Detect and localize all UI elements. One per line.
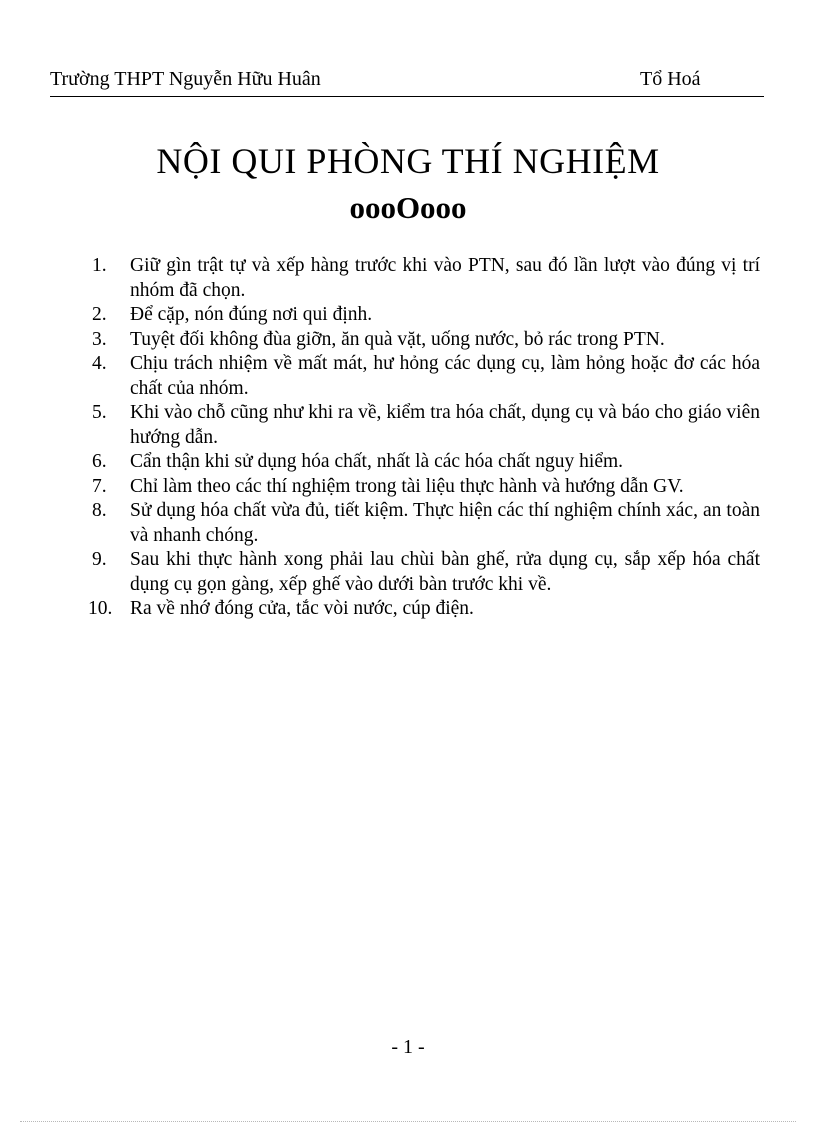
department-name: Tổ Hoá <box>640 68 701 90</box>
rule-text: Khi vào chỗ cũng như khi ra về, kiểm tra hóa chất, dụng cụ và báo cho giáo viên hướng dẫn. <box>130 402 760 448</box>
page-edge-divider <box>20 1121 796 1122</box>
rule-number: 10. <box>88 598 113 619</box>
rule-text: Giữ gìn trật tự và xếp hàng trước khi vào PTN, sau đó lần lượt vào đúng vị trí nhóm đã chọn. <box>130 255 760 301</box>
rule-number: 7. <box>92 475 107 497</box>
rule-number: 8. <box>92 500 107 521</box>
rule-text: Chịu trách nhiệm về mất mát, hư hỏng các dụng cụ, làm hỏng hoặc đơ các hóa chất của nhóm. <box>130 353 760 399</box>
rule-text: Sử dụng hóa chất vừa đủ, tiết kiệm. Thực hiện các thí nghiệm chính xác, an toàn và nhanh chóng. <box>130 500 760 546</box>
rule-item <box>92 254 760 303</box>
rule-text: Sau khi thực hành xong phải lau chùi bàn ghế, rửa dụng cụ, sắp xếp hóa chất dụng cụ gọn gàng, xếp ghế vào dưới bàn trước khi về. <box>130 549 760 595</box>
rule-text: Chỉ làm theo các thí nghiệm trong tài liệu thực hành và hướng dẫn GV. <box>130 475 684 497</box>
rule-number: 3. <box>92 328 107 350</box>
rule-text: Cẩn thận khi sử dụng hóa chất, nhất là các hóa chất nguy hiểm. <box>130 451 624 472</box>
document-title: NỘI QUI PHÒNG THÍ NGHIỆM <box>156 141 660 181</box>
rule-item <box>92 548 760 597</box>
rule-text: Để cặp, nón đúng nơi qui định. <box>130 304 373 325</box>
page-number: - 1 - <box>391 1036 425 1058</box>
rule-item <box>92 475 760 500</box>
rule-item <box>92 401 760 450</box>
rule-item <box>92 450 760 475</box>
rule-item <box>88 597 760 622</box>
school-name: Trường THPT Nguyễn Hữu Huân <box>50 68 321 90</box>
rule-item <box>92 303 760 328</box>
rules-list <box>88 254 760 622</box>
rule-number: 6. <box>92 451 107 472</box>
page-header <box>50 66 764 97</box>
rule-number: 1. <box>92 255 107 276</box>
rule-number: 4. <box>92 353 107 374</box>
rule-number: 2. <box>92 304 107 325</box>
rule-number: 5. <box>92 402 107 423</box>
rule-text: Tuyệt đối không đùa giỡn, ăn quà vặt, uống nước, bỏ rác trong PTN. <box>130 328 665 350</box>
title-ornament: oooOooo <box>349 190 467 225</box>
rule-item <box>92 499 760 548</box>
rule-item <box>92 328 760 353</box>
rule-text: Ra về nhớ đóng cửa, tắc vòi nước, cúp điện. <box>130 598 474 619</box>
rule-item <box>92 352 760 401</box>
rule-number: 9. <box>92 549 107 570</box>
